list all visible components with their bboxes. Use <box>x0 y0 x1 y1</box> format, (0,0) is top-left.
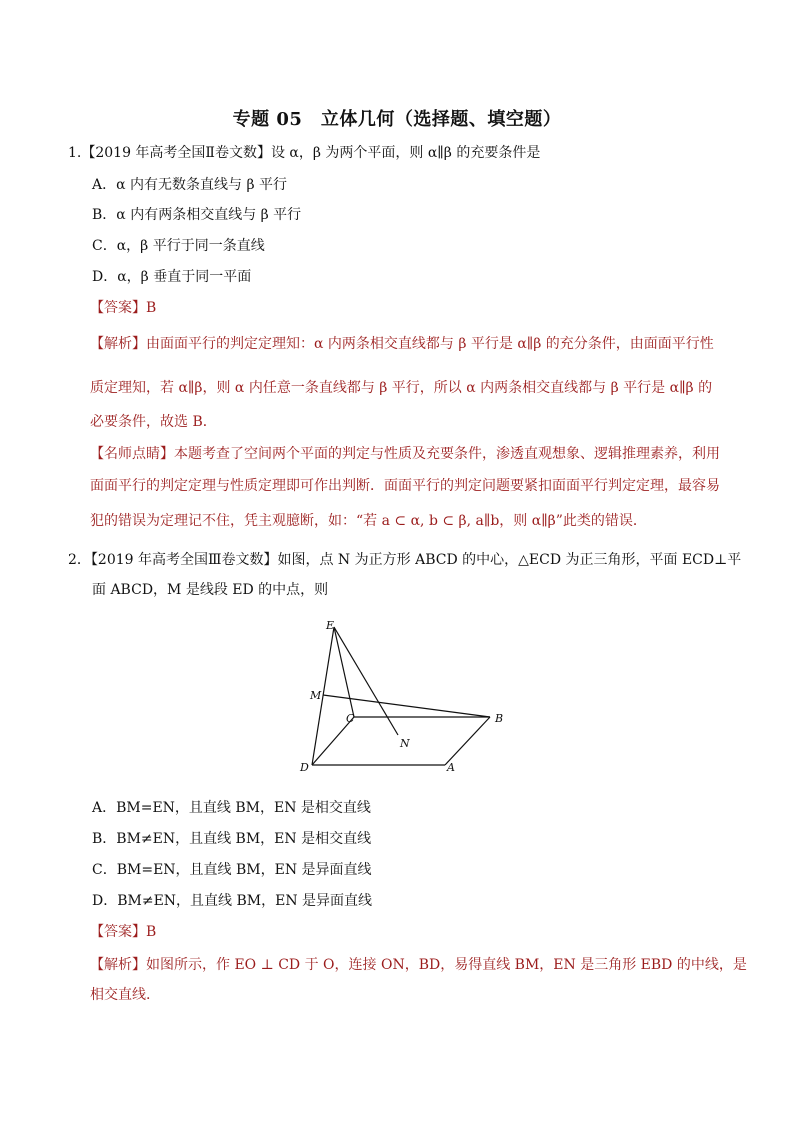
label-E: E <box>326 619 335 632</box>
edge-EC <box>334 627 354 717</box>
q2-option-b: B．BM≠EN，且直线 BM，EN 是相交直线 <box>92 831 372 847</box>
label-D: D <box>300 761 309 774</box>
q1-option-a: A．α 内有无数条直线与 β 平行 <box>92 177 288 193</box>
q2-analysis-line: 相交直线. <box>90 987 151 1003</box>
q2-answer: 【答案】B <box>90 924 157 940</box>
page-title: 专题 05 立体几何（选择题、填空题） <box>232 109 562 130</box>
q1-tip-line: 犯的错误为定理记不住，凭主观臆断，如：“若 a ⊂ α, b ⊂ β, a∥b，则 α∥β”此类的错误． <box>90 513 647 529</box>
q2-geometry-figure <box>290 615 520 780</box>
label-C: C <box>346 712 355 725</box>
q1-analysis-line: 必要条件，故选 B． <box>90 414 217 430</box>
q2-stem-line: 面 ABCD，M 是线段 ED 的中点，则 <box>92 582 329 598</box>
label-B: B <box>495 712 504 725</box>
q2-analysis-line: 【解析】如图所示，作 EO ⊥ CD 于 O，连接 ON，BD，易得直线 BM，EN 是三角形 EBD 的中线，是 <box>90 957 747 973</box>
q1-tip-line: 面面平行的判定定理与性质定理即可作出判断．面面平行的判定问题要紧扣面面平行判定定理，最容易 <box>90 478 720 494</box>
q2-option-c: C．BM=EN，且直线 BM，EN 是异面直线 <box>92 862 372 878</box>
q1-answer: 【答案】B <box>90 300 157 316</box>
q1-analysis-line: 质定理知，若 α∥β，则 α 内任意一条直线都与 β 平行，所以 α 内两条相交直线都与 β 平行是 α∥β 的 <box>90 380 713 396</box>
segment-EN <box>334 627 398 735</box>
q2-option-a: A．BM=EN，且直线 BM，EN 是相交直线 <box>92 800 371 816</box>
edge-AB <box>445 717 490 765</box>
q2-stem-line: 2．【2019 年高考全国Ⅲ卷文数】如图，点 N 为正方形 ABCD 的中心，△ECD 为正三角形，平面 ECD⊥平 <box>68 552 742 568</box>
label-A: A <box>447 761 455 774</box>
label-N: N <box>400 737 410 750</box>
q1-analysis-line: 【解析】由面面平行的判定定理知：α 内两条相交直线都与 β 平行是 α∥β 的充分条件，由面面平行性 <box>90 336 714 352</box>
q1-tip-line: 【名师点睛】本题考查了空间两个平面的判定与性质及充要条件，渗透直观想象、逻辑推理素养，利用 <box>90 446 720 462</box>
q1-option-c: C．α，β 平行于同一条直线 <box>92 238 265 254</box>
q2-option-d: D．BM≠EN，且直线 BM，EN 是异面直线 <box>92 893 373 909</box>
q1-option-d: D．α，β 垂直于同一平面 <box>92 269 252 285</box>
q1-option-b: B．α 内有两条相交直线与 β 平行 <box>92 207 302 223</box>
label-M: M <box>310 689 322 702</box>
q1-stem: 1.【2019 年高考全国Ⅱ卷文数】设 α，β 为两个平面，则 α∥β 的充要条件是 <box>68 145 541 161</box>
